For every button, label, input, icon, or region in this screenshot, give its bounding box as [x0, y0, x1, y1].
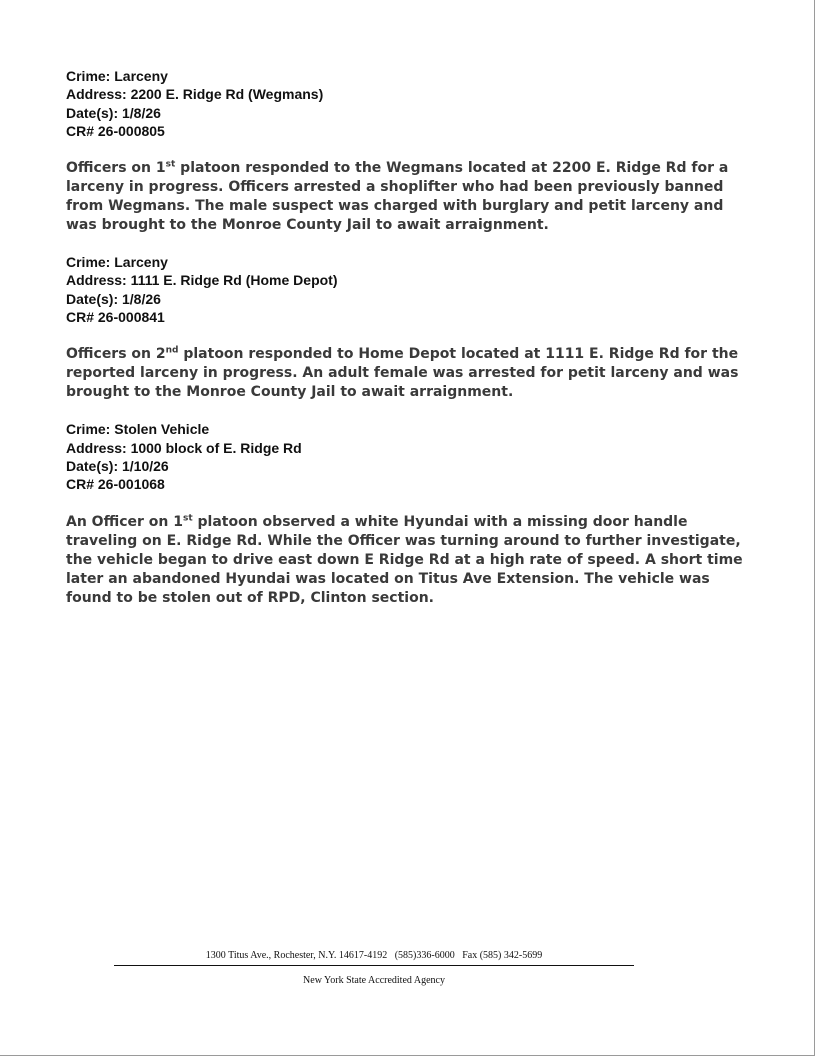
narrative-text: platoon observed a white Hyundai with a missing door handle traveling on E. Ridge Rd. While the Officer was turning around to further investigate, the vehicle began to drive east down E Ridge Rd at a high rate of speed. A short time later an abandoned Hyundai was located on Titus Ave Extension. The vehicle was found to be stolen out of RPD, Clinton section.: [66, 513, 743, 606]
footer-agency: New York State Accredited Agency: [303, 975, 445, 986]
footer-divider: [114, 965, 634, 966]
incident-header-1: [66, 67, 756, 140]
incident-dates: Date(s): 1/8/26: [66, 290, 161, 307]
incident-cr-number: CR# 26-000805: [66, 122, 165, 139]
narrative-text: An Officer on 1: [66, 513, 183, 530]
footer-address: 1300 Titus Ave., Rochester, N.Y. 14617-4192 (585)336-6000 Fax (585) 342-5699: [205, 950, 543, 961]
incident-address: Address: 2200 E. Ridge Rd (Wegmans): [66, 86, 324, 103]
narrative-text: platoon responded to the Wegmans located at 2200 E. Ridge Rd for a larceny in progress. Officers arrested a shoplifter who had been previously banned from Wegmans. The male suspect was charged with burglary and petit larceny and was brought to the Monroe County Jail to await arraignment.: [66, 160, 729, 234]
incident-narrative-2: [66, 345, 756, 402]
incident-dates: Date(s): 1/8/26: [66, 104, 161, 121]
incident-header-2: [66, 253, 756, 326]
incident-address: Address: 1111 E. Ridge Rd (Home Depot): [66, 272, 338, 289]
narrative-text: Officers on 1: [66, 160, 166, 177]
incident-crime: Crime: Larceny: [66, 254, 168, 271]
incident-cr-number: CR# 26-001068: [66, 476, 165, 493]
incident-address: Address: 1000 block of E. Ridge Rd: [66, 439, 302, 456]
incident-crime: Crime: Stolen Vehicle: [66, 421, 210, 438]
incident-header-3: [66, 420, 756, 493]
incident-narrative-1: [66, 159, 756, 235]
ordinal-suffix: nd: [165, 345, 179, 356]
ordinal-suffix: st: [165, 159, 176, 170]
report-content: [66, 67, 756, 608]
incident-narrative-3: [66, 513, 756, 608]
narrative-text: Officers on 2: [66, 346, 166, 363]
incident-dates: Date(s): 1/10/26: [66, 457, 169, 474]
incident-crime: Crime: Larceny: [66, 68, 168, 84]
incident-cr-number: CR# 26-000841: [66, 309, 165, 326]
ordinal-suffix: st: [182, 512, 193, 523]
narrative-text: platoon responded to Home Depot located at 1111 E. Ridge Rd for the reported larceny in progress. An adult female was arrested for petit larceny and was brought to the Monroe County Jail to await arraignment.: [66, 346, 739, 401]
